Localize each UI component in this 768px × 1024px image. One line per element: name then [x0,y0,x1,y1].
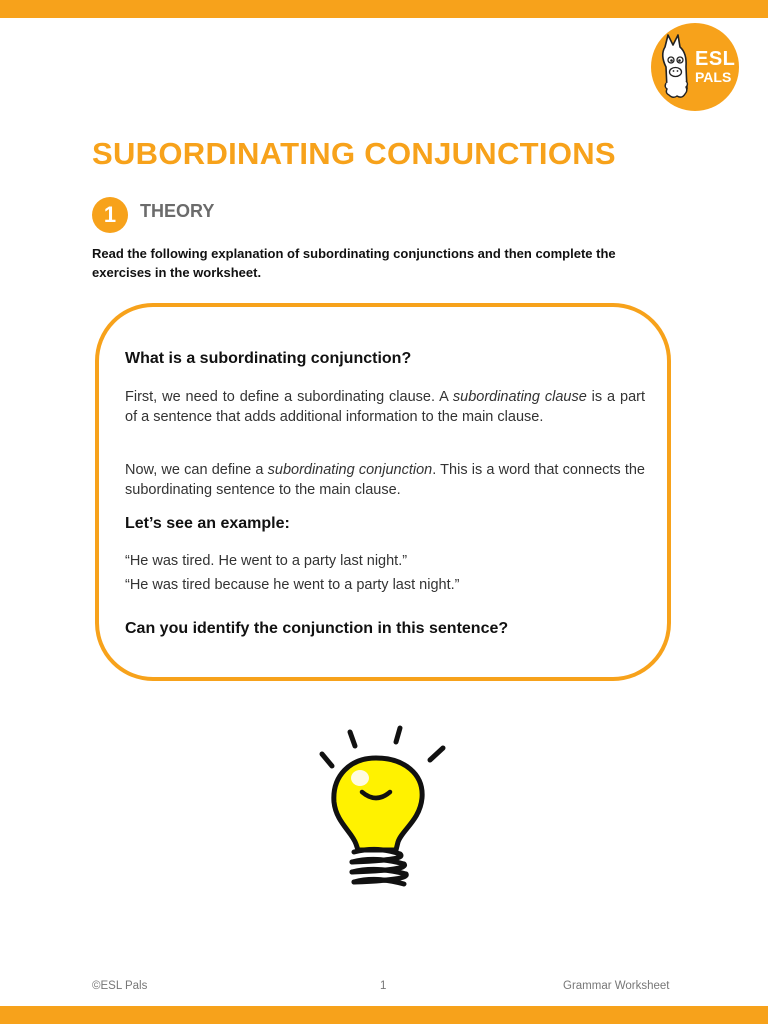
esl-pals-logo [651,23,739,111]
example-sentence-2: “He was tired because he went to a party last night.” [125,577,460,593]
p2-text-before: Now, we can define a [125,462,268,478]
lightbulb-icon [310,718,455,898]
example-heading: Let’s see an example: [125,515,290,532]
box-question-heading: What is a subordinating conjunction? [125,350,412,367]
instructions-text: Read the following explanation of subordinating conjunctions and then complete the exercises in the worksheet. [92,246,616,280]
page-title: SUBORDINATING CONJUNCTIONS [92,136,616,171]
identify-question: Can you identify the conjunction in this sentence? [125,620,509,637]
p1-term-subordinating-clause: subordinating clause [452,389,587,405]
p1-text-after: is a part of a sentence that adds additional information to the main clause. [125,389,645,425]
footer-worksheet-label: Grammar Worksheet [563,980,670,992]
logo-text-pals: PALS [695,69,732,85]
logo-text-esl: ESL [695,48,736,70]
top-accent-bar [0,0,768,18]
p1-text-before: First, we need to define a subordinating clause. A [125,389,453,405]
footer-page-number: 1 [380,980,387,992]
p2-text-after: . This is a word that connects the subordinating sentence to the main clause. [125,462,645,498]
p2-term-subordinating-conjunction: subordinating conjunction [267,462,433,478]
section-title: THEORY [140,201,215,221]
definition-paragraph-clause [125,388,645,427]
footer-copyright: ©ESL Pals [92,980,148,992]
section-number-badge: 1 [92,197,128,233]
example-sentence-1: “He was tired. He went to a party last night.” [125,553,408,569]
bottom-accent-bar [0,1006,768,1024]
definition-paragraph-conjunction [125,461,645,500]
